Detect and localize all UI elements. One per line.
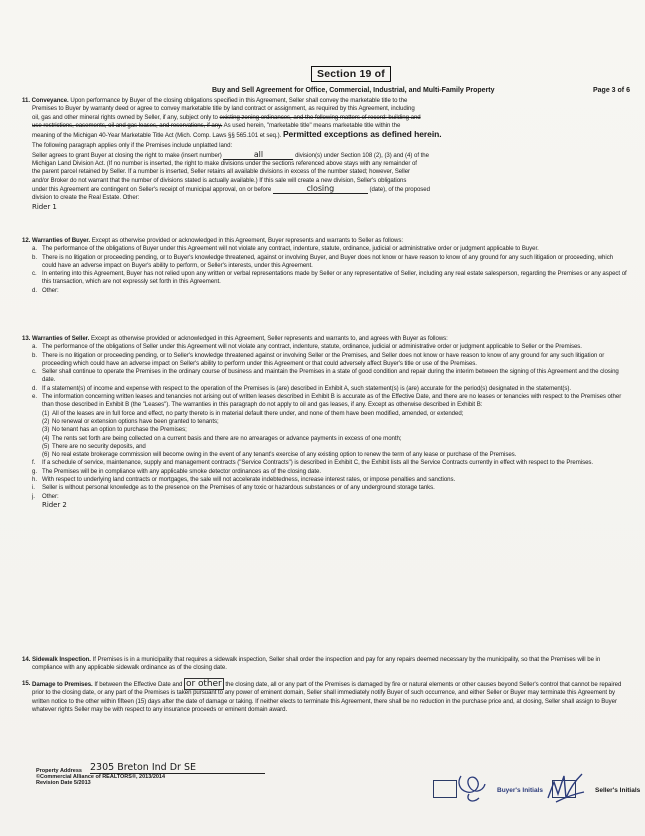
list-text: In entering into this Agreement, Buyer has not relied upon any written or verbal representations made by Seller or any representative of Seller, including any real estate salesperson, regarding the Premises or any aspect of this transaction, which are not expressly set forth in this Agreement. xyxy=(42,270,627,286)
list-marker: c. xyxy=(32,368,37,376)
text-line: under this Agreement are contingent on Seller's receipt of municipal approval, on or before xyxy=(32,185,272,193)
list-item xyxy=(32,393,627,410)
section-number: 11. xyxy=(22,97,30,104)
section-stamp: Section 19 of xyxy=(311,66,391,82)
section-number: 13. xyxy=(22,335,31,342)
list-text: The Premises will be in compliance with any applicable smoke detector ordinances as of the closing date. xyxy=(42,467,321,475)
rider-reference: Rider 1 xyxy=(32,202,57,211)
list-text: Seller is without personal knowledge as to the presence on the Premises of any toxic or hazardous substances or of any underground storage tanks. xyxy=(42,484,435,492)
section-heading: Damage to Premises. xyxy=(32,681,93,688)
list-marker: j. xyxy=(32,492,35,500)
text-line: If Premises is in a municipality that requires a sidewalk inspection, Seller shall order the inspection and pay for any repairs deemed necessary by the municipality, so that the Premises will be in compliance with any applicable sidewalk ordinance as of the closing date. xyxy=(32,656,601,672)
list-marker: b. xyxy=(32,351,37,359)
list-item xyxy=(32,287,627,295)
list-text: If a statement(s) of income and expense with respect to the operation of the Premises is (are) described in Exhibit A, such statement(s) is (are) accurate for the period(s) designated in the statement(s). xyxy=(42,384,572,392)
section-number: 14. xyxy=(22,656,31,663)
list-item xyxy=(32,368,627,385)
text-line: Seller agrees to grant Buyer at closing the right to make (insert number) xyxy=(32,151,222,159)
text-line: division to create the Real Estate. Other: xyxy=(32,194,140,202)
list-text: Other: xyxy=(42,492,59,500)
text-line: Premises to Buyer by warranty deed or agree to convey marketable title by land contract or assignment, as required by this Agreement, including xyxy=(32,105,415,113)
list-text: No tenant has an option to purchase the Premises; xyxy=(52,426,187,434)
list-marker: e. xyxy=(32,393,37,401)
list-item xyxy=(32,245,627,253)
section-14 xyxy=(22,656,627,673)
list-marker: h. xyxy=(32,476,37,484)
text-line: and/or Broker do not warrant that the number of divisions stated is actually available.) If this sale will create a new division, Seller's obligations xyxy=(32,176,407,184)
list-text: Seller shall continue to operate the Premises in the ordinary course of business and maintain the Premises in a state of good condition and repair during the interim between the signing of this Agreement and the closing date. xyxy=(42,368,619,384)
section-heading: Conveyance. xyxy=(31,97,69,104)
list-item xyxy=(32,493,627,501)
list-item xyxy=(32,426,627,434)
section-number: 15. xyxy=(22,680,31,687)
list-marker: (2) xyxy=(42,417,50,425)
section-13 xyxy=(22,335,627,509)
revision-date: Revision Date 5/2013 xyxy=(36,780,91,786)
text-line: If between the Effective Date and xyxy=(94,681,183,688)
text-line: As used herein, "marketable title" means marketable title within the xyxy=(223,121,401,129)
list-marker: (4) xyxy=(42,434,50,442)
list-item xyxy=(32,343,627,351)
buyer-initials-signature xyxy=(455,768,495,806)
list-item xyxy=(32,410,627,418)
section-heading: Warranties of Buyer. xyxy=(31,237,91,244)
list-marker: (5) xyxy=(42,442,50,450)
list-text: With respect to underlying land contracts or mortgages, the sale will not accelerate indebtedness, increase interest rates, or impose penalties and sanctions. xyxy=(42,476,456,484)
list-text: All of the leases are in full force and effect, no party thereto is in material default there under, and none of them have been modified, amended, or extended; xyxy=(52,409,464,417)
list-text: The information concerning written leases and tenancies not arising out of written leases described in Exhibit B is accurate as of the Effective Date, and there are no leases or tenancies with respect to the Premises other than those described in Exhibit B (the "Leases"). The warranties in this paragraph do not apply to oil and gas leases, if any. Except as otherwise described in Exhibit B: xyxy=(42,393,622,409)
text-line: meaning of the Michigan 40-Year Marketable Title Act (Mich. Comp. Laws §§ 565.101 et seq.). xyxy=(32,132,282,140)
list-marker: (3) xyxy=(42,426,50,434)
list-item xyxy=(32,468,627,476)
list-item xyxy=(32,435,627,443)
typed-insert: Permitted exceptions as defined herein. xyxy=(282,129,442,140)
rider-reference: Rider 2 xyxy=(42,500,67,509)
section-number: 12. xyxy=(22,237,31,244)
list-item xyxy=(32,418,627,426)
address-label: Property Address xyxy=(36,768,82,774)
section-15 xyxy=(22,680,627,714)
document-title: Buy and Sell Agreement for Office, Commercial, Industrial, and Multi-Family Property xyxy=(212,87,495,94)
list-item xyxy=(32,385,627,393)
text-line: division(s) under Section 108 (2), (3) and (4) of the xyxy=(295,151,429,159)
list-item xyxy=(32,443,627,451)
section-11 xyxy=(22,97,627,211)
list-text: There is no litigation or proceeding pending, or to Seller's knowledge threatened against or involving Seller or the Premises, and Seller does not know or have reason to know of any ground for any such litigation or proceeding which could have an adverse impact on Seller's ability to perform under this Agreement or that could adversely affect Buyer's title or use of the Premises. xyxy=(42,351,605,367)
page-number: Page 3 of 6 xyxy=(593,87,630,94)
list-marker: b. xyxy=(32,253,37,261)
struck-text: existing zoning ordinances, and the following matters of record: building and xyxy=(219,113,421,121)
text-line: The following paragraph applies only if the Premises include unplatted land: xyxy=(32,142,233,150)
list-text: The performance of the obligations of Seller under this Agreement will not violate any contract, indenture, statute, ordinance, judicial or administrative order or judgment applicable to Seller or the Premises. xyxy=(42,343,582,351)
list-text: There are no security deposits, and xyxy=(52,442,146,450)
list-marker: (6) xyxy=(42,451,50,459)
list-marker: f. xyxy=(32,459,36,467)
list-text: If a schedule of service, maintenance, supply and management contracts ("Service Contracts") is described in Exhibit C, the Exhibit lists all the Service Contracts currently in effect with respect to the Premises. xyxy=(42,459,594,467)
list-item xyxy=(32,451,627,459)
seller-initials-label: Seller's Initials xyxy=(595,787,641,794)
text-line: Michigan Land Division Act. (If no number is inserted, the right to make divisions under the sections referenced above stays with any remainder of xyxy=(32,160,417,168)
list-text: No real estate brokerage commission will become owing in the event of any tenant's exercise of any existing option to renew the term of any lease or purchase of the Premises. xyxy=(52,451,517,459)
section-12 xyxy=(22,237,627,295)
divisions-fill[interactable]: all xyxy=(223,151,293,160)
list-item xyxy=(32,484,627,492)
typed-insert: or other xyxy=(186,679,222,689)
approval-date-fill[interactable]: closing xyxy=(273,185,368,194)
list-item xyxy=(32,270,627,287)
list-item xyxy=(32,476,627,484)
property-address[interactable]: 2305 Breton Ind Dr SE xyxy=(90,762,265,774)
list-marker: c. xyxy=(32,270,37,278)
section-heading: Sidewalk Inspection. xyxy=(32,656,91,663)
list-marker: (1) xyxy=(42,409,50,417)
list-text: No renewal or extension options have been granted to tenants; xyxy=(52,417,219,425)
list-item xyxy=(32,352,627,369)
list-text: The performance of the obligations of Buyer under this Agreement will not violate any contract, indenture, statute, ordinance, judicial or administrative order or judgment applicable to Buyer. xyxy=(42,245,539,253)
list-item xyxy=(32,254,627,271)
list-text: The rents set forth are being collected on a current basis and there are no arrearages or advance payments in excess of one month; xyxy=(52,434,402,442)
property-address-block xyxy=(36,762,265,786)
section-heading: Warranties of Seller. xyxy=(31,335,90,342)
text-line: Upon performance by Buyer of the closing obligations specified in this Agreement, Seller shall convey the marketable title to the xyxy=(70,97,408,104)
list-marker: g. xyxy=(32,467,37,475)
text-line: Except as otherwise provided or acknowledged in this Agreement, Buyer represents and warrants to Seller as follows: xyxy=(91,237,403,244)
list-marker: d. xyxy=(32,286,37,294)
list-marker: i. xyxy=(32,484,35,492)
buyer-initials-label: Buyer's Initials xyxy=(497,787,543,794)
text-line: Except as otherwise provided or acknowledged in this Agreement, Seller represents and warrants to, and agrees with Buyer as follows: xyxy=(90,335,448,342)
list-text: There is no litigation or proceeding pending, or to Buyer's knowledge threatened, against or involving Buyer, and Buyer does not know or have reason to know of any ground for any such litigation or proceeding, which could have an adverse impact on Buyer's ability to perform, or Seller's interests, under this Agreement. xyxy=(42,253,614,269)
list-marker: a. xyxy=(32,343,37,351)
text-line: (date), of the proposed xyxy=(369,185,430,193)
list-marker: a. xyxy=(32,245,37,253)
list-text: Other: xyxy=(42,286,59,294)
list-item xyxy=(32,459,627,467)
text-line: the closing date, all or any part of the Premises is damaged by fire or natural elements or other causes beyond Seller's control that cannot be repaired prior to the closing date, or any part of the Premises is taken pursuant to any power of eminent domain, Seller shall immediately notify Buyer of such occurrence, and either Seller or Buyer may terminate this Agreement by written notice to the other within fifteen (15) days after the date of damage or taking. If neither elects to terminate this Agreement, there shall be no reduction in the purchase price and, at closing, Seller shall assign to Buyer whatever rights Seller may be with respect to any insurance proceeds or eminent domain award. xyxy=(32,681,622,713)
buyer-initials-box[interactable] xyxy=(433,780,457,798)
text-line: oil, gas and other mineral rights owned by Seller, if any, subject only to xyxy=(32,113,218,121)
seller-initials-signature xyxy=(544,768,588,808)
struck-text: use restrictions, easements, oil and gas leases, and reservations, if any. xyxy=(32,121,223,129)
text-line: the parent parcel retained by Seller. If a number is inserted, Seller retains all available divisions in excess of the number stated; however, Seller xyxy=(32,168,411,176)
copyright-text: ©Commercial Alliance of REALTORS®, 2013/2014 xyxy=(36,774,166,780)
list-marker: d. xyxy=(32,384,37,392)
